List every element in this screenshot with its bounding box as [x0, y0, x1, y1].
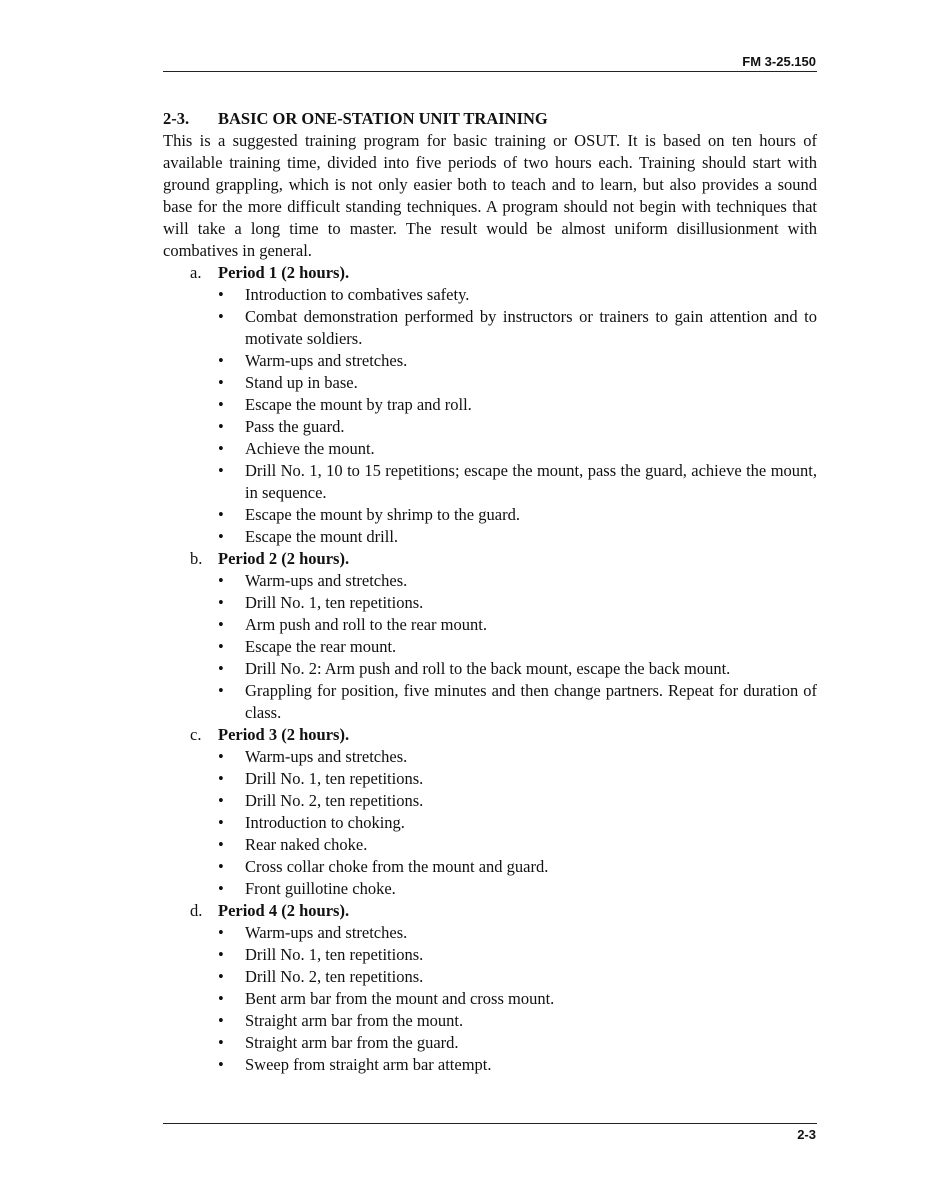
bullet-icon: • — [218, 527, 224, 546]
bullet-icon: • — [218, 989, 224, 1008]
period-letter: a. — [190, 263, 202, 282]
list-item — [218, 570, 817, 592]
bullet-icon: • — [218, 571, 224, 590]
bullet-icon: • — [218, 439, 224, 458]
list-item-text: Achieve the mount. — [245, 439, 375, 458]
list-item — [218, 438, 817, 460]
list-item — [218, 284, 817, 306]
list-item-text: Cross collar choke from the mount and guard. — [245, 857, 549, 876]
list-item — [218, 856, 817, 878]
bullet-icon: • — [218, 285, 224, 304]
list-item-text: Introduction to choking. — [245, 813, 405, 832]
list-item-text: Escape the mount by trap and roll. — [245, 395, 472, 414]
list-item — [218, 768, 817, 790]
list-item — [218, 504, 817, 526]
list-item — [218, 416, 817, 438]
period-title: Period 1 (2 hours). — [218, 263, 350, 282]
period-item-list — [163, 284, 817, 548]
bullet-icon: • — [218, 681, 224, 700]
bullet-icon: • — [218, 461, 224, 480]
section-heading — [163, 108, 817, 130]
bullet-icon: • — [218, 505, 224, 524]
list-item — [218, 1010, 817, 1032]
list-item-text: Drill No. 2: Arm push and roll to the back mount, escape the back mount. — [245, 659, 731, 678]
list-item-text: Escape the mount drill. — [245, 527, 399, 546]
list-item — [218, 944, 817, 966]
bullet-icon: • — [218, 395, 224, 414]
period-title: Period 4 (2 hours). — [218, 901, 350, 920]
period-letter: d. — [190, 901, 203, 920]
list-item — [218, 460, 817, 504]
list-item — [218, 966, 817, 988]
period-heading — [163, 724, 817, 746]
bullet-icon: • — [218, 967, 224, 986]
list-item-text: Sweep from straight arm bar attempt. — [245, 1055, 492, 1074]
bullet-icon: • — [218, 417, 224, 436]
list-item-text: Stand up in base. — [245, 373, 358, 392]
period-heading — [163, 262, 817, 284]
header-rule — [163, 71, 817, 72]
list-item-text: Warm-ups and stretches. — [245, 571, 408, 590]
list-item-text: Drill No. 1, ten repetitions. — [245, 945, 424, 964]
section-intro: This is a suggested training program for basic training or OSUT. It is based on ten hours of available training time, divided into five periods of two hours each. Training should start with ground grappling, which is not only easier both to teach and to learn, but also provides a sound base for the more difficult standing techniques. A program should not begin with techniques that will take a long time to master. The result would be almost uniform disillusionment with combatives in general. — [163, 131, 817, 260]
list-item — [218, 592, 817, 614]
list-item — [218, 614, 817, 636]
period-heading — [163, 548, 817, 570]
list-item-text: Grappling for position, five minutes and then change partners. Repeat for duration of class. — [245, 681, 817, 722]
list-item — [218, 306, 817, 350]
list-item — [218, 636, 817, 658]
list-item-text: Bent arm bar from the mount and cross mount. — [245, 989, 555, 1008]
list-item-text: Escape the mount by shrimp to the guard. — [245, 505, 520, 524]
bullet-icon: • — [218, 791, 224, 810]
list-item — [218, 922, 817, 944]
bullet-icon: • — [218, 945, 224, 964]
period-title: Period 2 (2 hours). — [218, 549, 350, 568]
periods-list — [163, 262, 817, 1076]
list-item — [218, 1032, 817, 1054]
list-item-text: Arm push and roll to the rear mount. — [245, 615, 487, 634]
list-item-text: Drill No. 1, ten repetitions. — [245, 769, 424, 788]
section-title: BASIC OR ONE-STATION UNIT TRAINING — [218, 109, 548, 128]
bullet-icon: • — [218, 1033, 224, 1052]
bullet-icon: • — [218, 307, 224, 326]
list-item-text: Warm-ups and stretches. — [245, 351, 408, 370]
list-item-text: Straight arm bar from the mount. — [245, 1011, 464, 1030]
period-item-list — [163, 922, 817, 1076]
list-item-text: Warm-ups and stretches. — [245, 923, 408, 942]
list-item — [218, 526, 817, 548]
footer-rule — [163, 1123, 817, 1124]
list-item — [218, 372, 817, 394]
bullet-icon: • — [218, 835, 224, 854]
bullet-icon: • — [218, 351, 224, 370]
list-item — [218, 746, 817, 768]
list-item-text: Drill No. 2, ten repetitions. — [245, 791, 424, 810]
page-number: 2-3 — [797, 1127, 816, 1142]
period-item-list — [163, 746, 817, 900]
list-item — [218, 350, 817, 372]
list-item-text: Introduction to combatives safety. — [245, 285, 470, 304]
list-item-text: Combat demonstration performed by instructors or trainers to gain attention and to motivate soldiers. — [245, 307, 817, 348]
bullet-icon: • — [218, 615, 224, 634]
bullet-icon: • — [218, 637, 224, 656]
bullet-icon: • — [218, 813, 224, 832]
list-item — [218, 658, 817, 680]
list-item — [218, 790, 817, 812]
running-header: FM 3-25.150 — [742, 54, 816, 69]
period-letter: c. — [190, 725, 202, 744]
list-item-text: Front guillotine choke. — [245, 879, 396, 898]
bullet-icon: • — [218, 857, 224, 876]
list-item-text: Pass the guard. — [245, 417, 345, 436]
period-letter: b. — [190, 549, 203, 568]
list-item-text: Escape the rear mount. — [245, 637, 397, 656]
list-item — [218, 1054, 817, 1076]
list-item — [218, 988, 817, 1010]
list-item-text: Drill No. 2, ten repetitions. — [245, 967, 424, 986]
bullet-icon: • — [218, 1011, 224, 1030]
page-content — [163, 108, 817, 1076]
list-item — [218, 878, 817, 900]
list-item-text: Warm-ups and stretches. — [245, 747, 408, 766]
bullet-icon: • — [218, 923, 224, 942]
list-item — [218, 812, 817, 834]
bullet-icon: • — [218, 769, 224, 788]
list-item-text: Drill No. 1, 10 to 15 repetitions; escape the mount, pass the guard, achieve the mount, in sequence. — [245, 461, 817, 502]
list-item-text: Drill No. 1, ten repetitions. — [245, 593, 424, 612]
bullet-icon: • — [218, 1055, 224, 1074]
bullet-icon: • — [218, 593, 224, 612]
bullet-icon: • — [218, 373, 224, 392]
list-item — [218, 680, 817, 724]
bullet-icon: • — [218, 879, 224, 898]
list-item-text: Rear naked choke. — [245, 835, 368, 854]
period-title: Period 3 (2 hours). — [218, 725, 350, 744]
bullet-icon: • — [218, 747, 224, 766]
list-item — [218, 834, 817, 856]
period-item-list — [163, 570, 817, 724]
period-heading — [163, 900, 817, 922]
bullet-icon: • — [218, 659, 224, 678]
list-item — [218, 394, 817, 416]
list-item-text: Straight arm bar from the guard. — [245, 1033, 459, 1052]
section-number: 2-3. — [163, 109, 190, 128]
